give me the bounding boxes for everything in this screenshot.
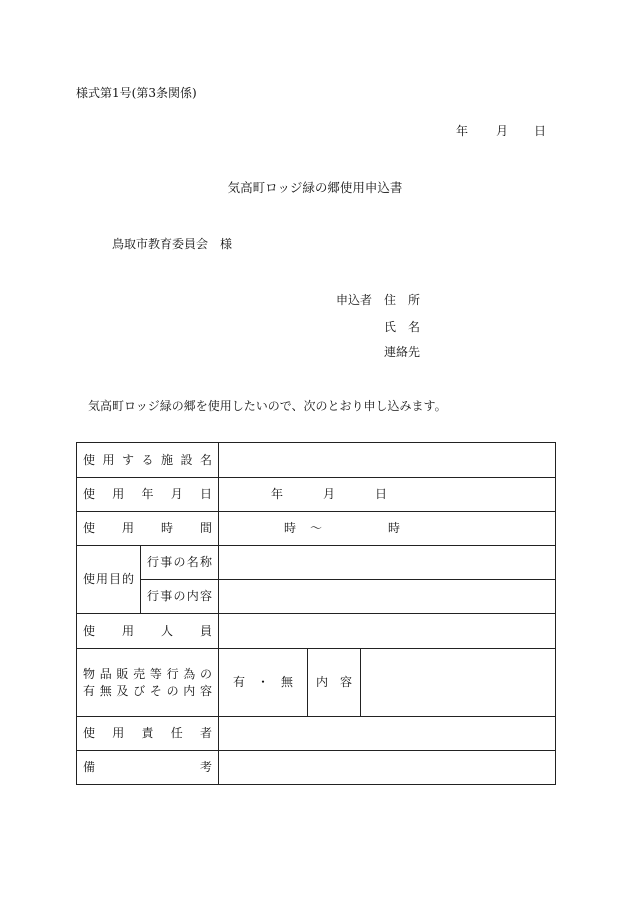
usage-date-day: 日	[375, 487, 388, 501]
addressee: 鳥取市教育委員会 様	[112, 237, 233, 251]
applicant-address-label: 住 所	[384, 293, 421, 307]
sales-yes-no-field[interactable]: 有 ・ 無	[219, 649, 308, 717]
users-label: 使用人員	[77, 614, 219, 649]
purpose-label: 使用目的	[77, 546, 141, 614]
table-row	[77, 717, 556, 751]
usage-date-label: 使用年月日	[77, 478, 219, 512]
table-row	[77, 580, 556, 614]
sales-content-label: 内 容	[308, 649, 361, 717]
responsible-label: 使用責任者	[77, 717, 219, 751]
usage-date-year: 年	[271, 487, 284, 501]
table-row	[77, 443, 556, 478]
table-row	[77, 614, 556, 649]
intro-text: 気高町ロッジ緑の郷を使用したいので、次のとおり申し込みます。	[88, 399, 447, 413]
usage-date-month: 月	[323, 487, 336, 501]
responsible-field[interactable]	[219, 717, 556, 751]
usage-time-tilde: ～	[310, 521, 323, 535]
date-day-label: 日	[534, 124, 547, 138]
event-name-label: 行事の名称	[141, 546, 219, 580]
event-content-field[interactable]	[219, 580, 556, 614]
sales-label-line1: 物品販売等行為の	[83, 666, 213, 681]
applicant-contact-label: 連絡先	[384, 345, 421, 359]
date-year-label: 年	[456, 124, 469, 138]
users-field[interactable]	[219, 614, 556, 649]
application-date	[456, 122, 546, 139]
table-row	[77, 751, 556, 785]
remarks-label: 備考	[77, 751, 219, 785]
form-number: 様式第1号(第3条関係)	[76, 86, 197, 100]
sales-label-line2: 有無及びその内容	[83, 683, 213, 698]
application-form-table	[76, 442, 556, 785]
usage-time-start: 時	[284, 521, 297, 535]
sales-content-field[interactable]	[361, 649, 556, 717]
table-row	[77, 512, 556, 546]
usage-time-end: 時	[388, 521, 401, 535]
applicant-label: 申込者	[336, 293, 373, 307]
document-title: 気高町ロッジ緑の郷使用申込書	[227, 180, 403, 195]
date-month-label: 月	[496, 124, 509, 138]
facility-field[interactable]	[219, 443, 556, 478]
facility-label: 使用する施設名	[77, 443, 219, 478]
applicant-name-label: 氏 名	[384, 320, 421, 334]
usage-date-field[interactable]	[219, 478, 556, 512]
usage-time-field[interactable]	[219, 512, 556, 546]
remarks-field[interactable]	[219, 751, 556, 785]
table-row	[77, 649, 556, 717]
table-row	[77, 478, 556, 512]
table-row	[77, 546, 556, 580]
sales-label	[77, 649, 219, 717]
event-name-field[interactable]	[219, 546, 556, 580]
usage-time-label: 使用時間	[77, 512, 219, 546]
event-content-label: 行事の内容	[141, 580, 219, 614]
